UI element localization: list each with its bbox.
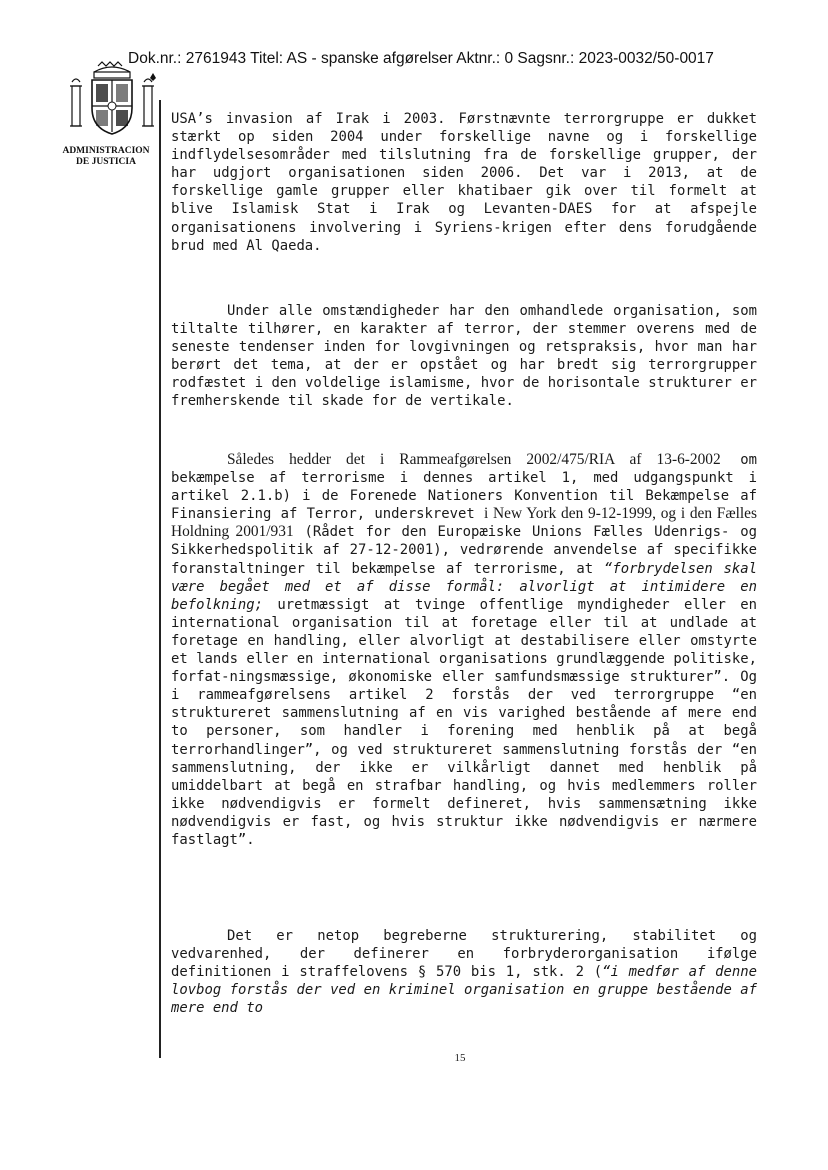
left-margin-rule	[159, 100, 161, 1058]
paragraph-2	[171, 302, 757, 411]
paragraph-3-span-1: Således hedder det i Rammeafgørelsen 2002/475/RIA af 13-6-2002	[227, 451, 721, 468]
paragraph-1-text: USA’s invasion af Irak i 2003. Førstnævnte terrorgruppe er dukket stærkt op siden 2004 under forskellige navne og i forskellige indflydelsesområder med tilslutning fra de forskellige grupper, der har udgjort organisationen siden 2006. Det var i 2013, at de forskellige gamle grupper eller khatibaer gik over til formelt at blive Islamisk Stat i Irak og Levanten-DAES for at afspejle organisationens involvering i Syriens-krigen efter dens forudgående brud med Al Qaeda.	[171, 111, 757, 254]
paragraph-4-span-1: Det er netop begreberne strukturering, stabilitet og vedvarenhed, der definerer en forbryderorganisation ifølge definitionen i straffelovens § 570 bis 1, stk. 2 (	[171, 928, 757, 981]
paragraph-2-text: Under alle omstændigheder har den omhandlede organisation, som tiltalte tilhører, en karakter af terror, der stemmer overens med de seneste tendenser inden for lovgivningen og retspraksis, hvor man har berørt det tema, at der er opstået og har bredt sig terrorgrupper rodfæstet i den voldelige islamisme, hvor de horisontale strukturer er fremherskende til skade for de vertikale.	[171, 303, 757, 410]
crest-caption	[56, 146, 156, 168]
paragraph-3-italic-quote: “forbrydelsen skal være begået med et af disse formål: alvorligt at intimidere en befolkning;	[171, 560, 757, 613]
paragraph-4	[171, 927, 757, 1017]
paragraph-3-span-4: (Rådet for den Europæiske Unions Fælles Udenrigs- og Sikkerhedspolitik af 27-12-2001), vedrørende anvendelse af specifikke foranstaltninger til bekæmpelse af terrorisme, at	[171, 524, 757, 577]
crest-caption-line-2: DE JUSTICIA	[76, 157, 136, 167]
paragraph-4-italic-quote: “i medfør af denne lovbog forstås der ved en kriminel organisation en gruppe bestående af mere end to	[171, 964, 757, 1017]
document-reference-header: Dok.nr.: 2761943 Titel: AS - spanske afgørelser Aktnr.: 0 Sagsnr.: 2023-0032/50-0017	[128, 50, 714, 67]
page-number: 15	[454, 1052, 466, 1064]
paragraph-3	[171, 451, 757, 849]
paragraph-3-span-3: i New York den 9-12-1999, og i den Fælles Holdning 2001/931	[171, 505, 757, 541]
paragraph-1	[171, 110, 757, 255]
crest-caption-line-1: ADMINISTRACION	[62, 146, 150, 156]
paragraph-3-span-2: om bekæmpelse af terrorisme i dennes artikel 1, med udgangspunkt i artikel 2.1.b) i de Forenede Nationers Konvention til Bekæmpelse af Finansiering af Terror, underskrevet	[171, 452, 757, 523]
paragraph-3-span-6: uretmæssigt at tvinge offentlige myndigheder eller en international organisation til at foretage eller til at undlade at foretage en handling, eller alvorligt at destabilisere eller omstyrte et lands eller en international organisations grundlæggende politiske, forfat-ningsmæssige, økonomiske eller samfundsmæssige strukturer”. Og i rammeafgørelsens artikel 2 forstås der ved terrorgruppe “en struktureret sammenslutning af en vis varighed bestående af mere end to personer, som handler i forening med henblik på at begå terrorhandlinger”, og ved struktureret sammenslutning forstås der “en sammenslutning, der ikke er vilkårligt dannet med henblik på umiddelbart at begå en strafbar handling, og hvis medlemmers roller ikke nødvendigvis er formelt defineret, hvis sammensætning ikke nødvendigvis er fast, og hvis struktur ikke nødvendigvis er nærmere fastlagt”.	[171, 596, 757, 848]
